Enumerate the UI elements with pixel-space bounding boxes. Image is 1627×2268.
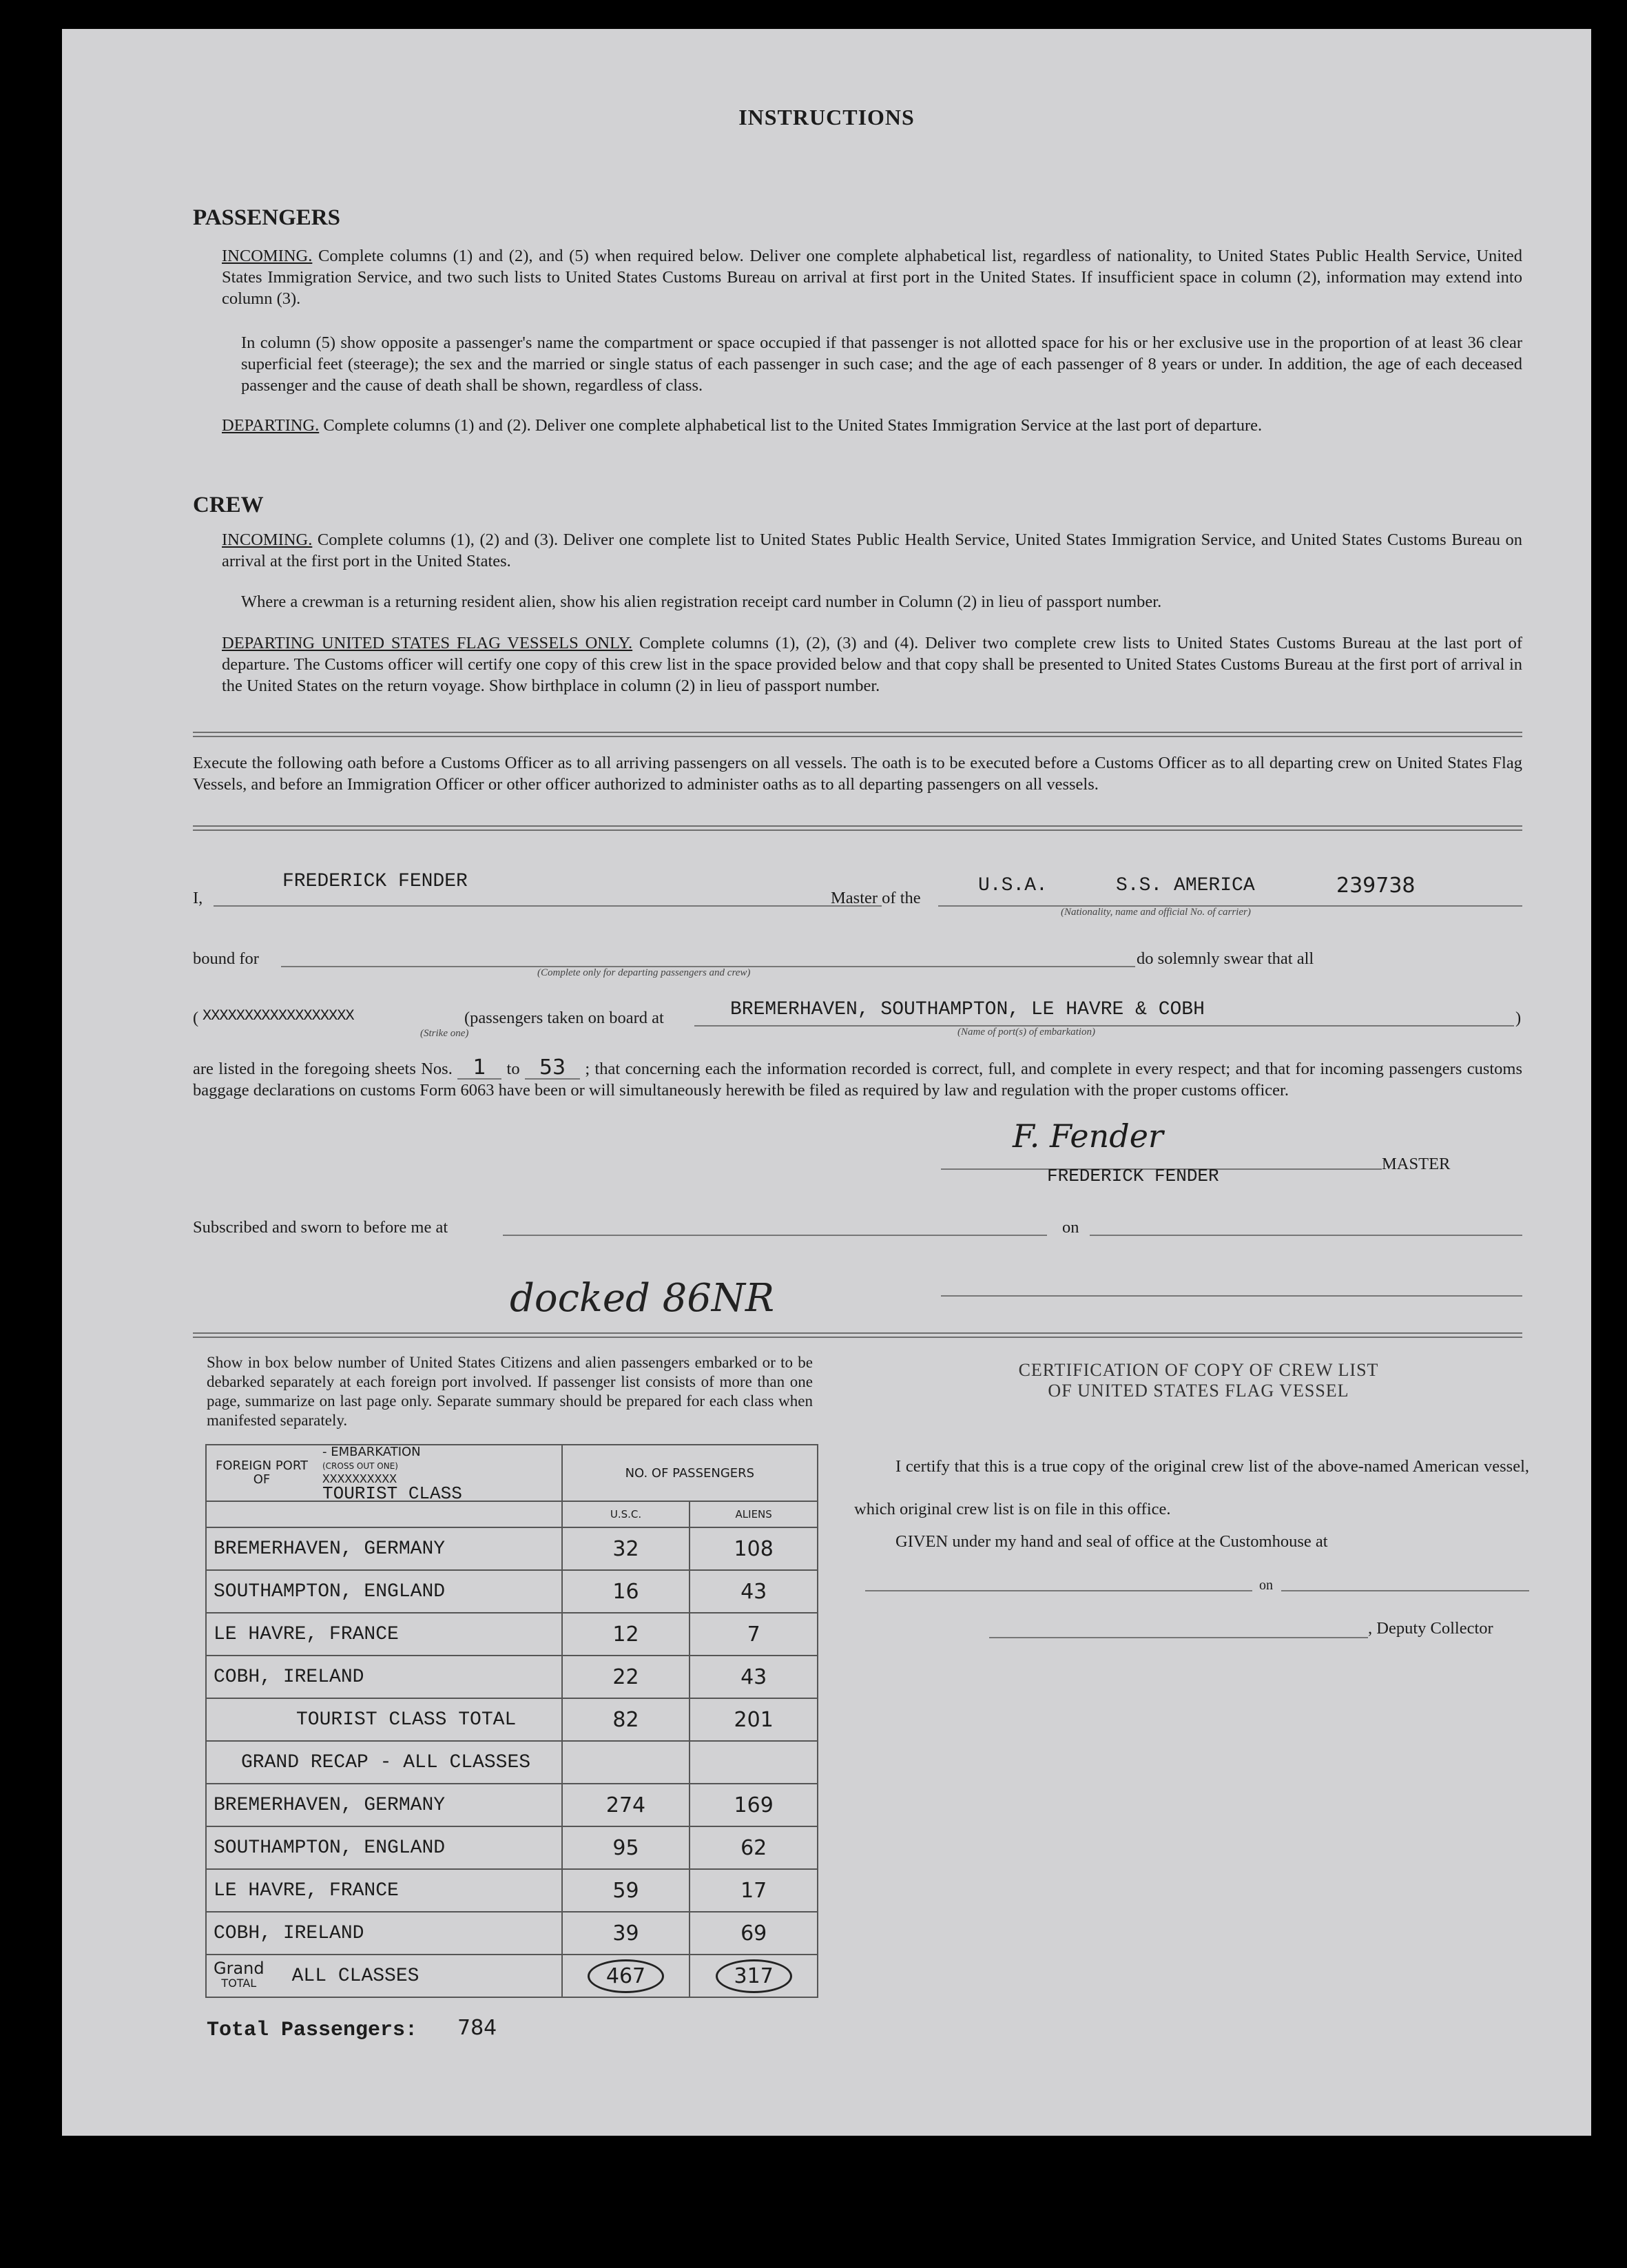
header-debarkation-struck: XXXXXXXXXX [322,1473,397,1487]
header-no-passengers: NO. OF PASSENGERS [562,1445,818,1501]
strike-caption: (Strike one) [420,1028,469,1039]
passengers-departing-label: DEPARTING. [222,416,320,435]
sworn-on-label: on [1062,1218,1079,1237]
vessel-nationality: U.S.A. [978,875,1048,896]
table-row [206,1656,818,1698]
master-name: FREDERICK FENDER [282,871,468,892]
form-page [62,29,1591,2136]
table-row [206,1698,818,1741]
row-aliens: 201 [690,1698,818,1741]
listed-rest: ; that concerning each the information recorded is correct, full, and complete in every respect; and that for incoming passengers customs baggage declarations on customs Form 6063 have been or will simultaneously herewith be filed as required by law and regulation with the proper customs officer. [193,1060,1523,1100]
summary-instructions: Show in box below number of United States Citizens and alien passengers embarked or to be debarked separately at each foreign port involved. If passenger list consists of more than one page, summarize on last page only. Separate summary should be prepared for each class when manifested separately. [207,1354,813,1429]
crew-resident-paragraph: Where a crewman is a returning resident alien, show his alien registration receipt card number in Column (2) in lieu of passport number. [241,592,1162,611]
row-port: LE HAVRE, FRANCE [206,1613,562,1656]
table-row [206,1741,818,1784]
vessel-caption: (Nationality, name and official No. of carrier) [1061,907,1251,918]
master-name-line [214,905,882,907]
grand-total-label-cell [206,1955,562,1997]
certify-text: I certify that this is a true copy of the original crew list of the above-named American vessel, which original crew list is on file in this office. [854,1457,1529,1518]
table-row [206,1613,818,1656]
header-port-cell [206,1445,562,1504]
all-classes-label: ALL CLASSES [291,1965,419,1987]
total-passengers: 784 [457,2016,497,2040]
header-spacer [206,1501,562,1527]
crew-departing-label: DEPARTING UNITED STATES FLAG VESSELS ONLY. [222,634,633,652]
sworn-label: Subscribed and sworn to before me at [193,1218,448,1237]
certification-date-line [1281,1590,1529,1591]
customhouse-line [865,1590,1252,1591]
page-title: INSTRUCTIONS [738,105,915,130]
row-aliens: 62 [690,1826,818,1869]
header-usc: U.S.C. [562,1501,690,1527]
table-row [206,1784,818,1826]
row-port: TOURIST CLASS TOTAL [206,1698,562,1741]
master-signature: F. Fender [1013,1117,1163,1155]
master-label: MASTER [1382,1155,1451,1173]
i-label: I, [193,889,203,907]
row-aliens: 17 [690,1869,818,1912]
row-aliens [690,1741,818,1784]
ports-line [694,1025,1514,1027]
signature-typed: FREDERICK FENDER [1047,1166,1219,1186]
header-class: TOURIST CLASS [322,1483,462,1504]
grand-label: Grand [214,1959,265,1978]
row-aliens: 108 [690,1527,818,1570]
passengers-heading: PASSENGERS [193,205,340,230]
row-port: SOUTHAMPTON, ENGLAND [206,1826,562,1869]
passengers-departing-paragraph [222,415,1522,436]
crew-heading: CREW [193,493,264,517]
ports-caption: (Name of port(s) of embarkation) [957,1027,1095,1038]
row-aliens: 69 [690,1912,818,1955]
grand-usc-cell [562,1955,690,1997]
sheet-from: 1 [457,1057,501,1080]
listed-label: are listed in the foregoing sheets Nos. [193,1060,453,1078]
officer-line [941,1295,1522,1297]
row-usc: 32 [562,1527,690,1570]
sheet-to: 53 [525,1057,580,1080]
row-port: BREMERHAVEN, GERMANY [206,1527,562,1570]
handwritten-note: docked 86NR [510,1276,775,1321]
row-usc: 22 [562,1656,690,1698]
given-text: GIVEN under my hand and seal of office at the Customhouse at [895,1532,1328,1551]
sworn-date-line [1090,1235,1522,1236]
header-foreign-port: FOREIGN PORT OF [215,1458,309,1487]
certification-title [854,1360,1543,1401]
section-divider [193,732,1522,737]
crew-incoming-label: INCOMING. [222,530,313,549]
certification-on-label: on [1259,1578,1273,1593]
sworn-place-line [503,1235,1047,1236]
bound-caption: (Complete only for departing passengers and crew) [537,967,751,978]
row-aliens: 169 [690,1784,818,1826]
row-port: COBH, IRELAND [206,1656,562,1698]
passengers-departing-text: Complete columns (1) and (2). Deliver one complete alphabetical list to the United States Immigration Service at the last port of departure. [323,416,1263,435]
table-row [206,1869,818,1912]
oath-intro: Execute the following oath before a Customs Officer as to all arriving passengers on all vessels. The oath is to be executed before a Customs Officer as to all departing crew on United States Flag Vessels, and before an Immigration Officer or other officer authorized to administer oaths as to all departing passengers on all vessels. [193,754,1522,794]
passenger-summary-table [205,1444,818,1998]
row-usc: 95 [562,1826,690,1869]
header-aliens: ALIENS [690,1501,818,1527]
crew-incoming-paragraph [222,529,1522,572]
close-paren: ) [1515,1009,1522,1027]
table-row [206,1570,818,1613]
row-port: SOUTHAMPTON, ENGLAND [206,1570,562,1613]
vessel-number: 239738 [1336,874,1416,898]
row-usc: 82 [562,1698,690,1741]
header-embarkation: - EMBARKATION [322,1445,421,1459]
deputy-label: , Deputy Collector [1368,1619,1493,1638]
swear-text: do solemnly swear that all [1137,949,1314,968]
table-row [206,1826,818,1869]
vessel-name: S.S. AMERICA [1116,875,1255,896]
table-row [206,1527,818,1570]
bound-for-label: bound for [193,949,259,968]
certification-title-line1: CERTIFICATION OF COPY OF CREW LIST [1018,1360,1379,1380]
row-port: BREMERHAVEN, GERMANY [206,1784,562,1826]
deputy-line [989,1637,1368,1638]
struck-text: XXXXXXXXXXXXXXXXXX [203,1007,354,1024]
total-passengers-label: Total Passengers: [207,2019,418,2042]
crew-incoming-text: Complete columns (1), (2) and (3). Deliver one complete list to United States Public Health Service, United States Immigration Service, and United States Customs Bureau on arrival at the first port in the United States. [222,530,1522,570]
passengers-incoming-text: Complete columns (1) and (2), and (5) when required below. Deliver one complete alphabetical list, regardless of nationality, to United States Public Health Service, United States Immigration Service, and two such lists to United States Customs Bureau on arrival at first port in the United States. If insufficient space in column (2), information may extend into column (3). [222,247,1523,308]
row-usc: 16 [562,1570,690,1613]
row-usc: 274 [562,1784,690,1826]
row-usc: 12 [562,1613,690,1656]
passengers-column5-paragraph: In column (5) show opposite a passenger's name the compartment or space occupied if that passenger is not allotted space for his or her exclusive use in the proportion of at least 36 clear superficial feet (steerage); the sex and the married or single status of each passenger in such case; and the age of each passenger of 8 years or under. In addition, the age of each deceased passenger and the cause of death shall be shown, regardless of class. [241,333,1522,395]
crew-departing-paragraph [222,632,1522,697]
certification-title-line2: OF UNITED STATES FLAG VESSEL [1048,1381,1349,1401]
table-row [206,1912,818,1955]
row-aliens: 43 [690,1656,818,1698]
row-usc: 59 [562,1869,690,1912]
row-port: COBH, IRELAND [206,1912,562,1955]
strike-paren: ( [193,1009,199,1027]
ports: BREMERHAVEN, SOUTHAMPTON, LE HAVRE & COBH [730,999,1205,1020]
passengers-incoming-paragraph [222,245,1522,309]
header-cross-out: (CROSS OUT ONE) [322,1461,398,1471]
grand-aliens-cell [690,1955,818,1997]
lower-divider [193,1332,1522,1338]
crew-departing-text: Complete columns (1), (2), (3) and (4). Deliver two complete crew lists to United States Customs Bureau at the last port of departure. The Customs officer will certify one copy of this crew list in the space provided below and that copy shall be presented to United States Customs Bureau at the first port of arrival in the United States on the return voyage. Show birthplace in column (2) in lieu of passport number. [222,634,1522,695]
grand-total-row [206,1955,818,1997]
to-label: to [506,1060,520,1078]
oath-divider [193,825,1522,831]
total-label: TOTAL [221,1977,257,1990]
passengers-incoming-label: INCOMING. [222,247,313,265]
row-aliens: 43 [690,1570,818,1613]
grand-usc: 467 [588,1959,664,1993]
row-port: GRAND RECAP - ALL CLASSES [206,1741,562,1784]
row-port: LE HAVRE, FRANCE [206,1869,562,1912]
row-usc: 39 [562,1912,690,1955]
row-usc [562,1741,690,1784]
passengers-taken-text: (passengers taken on board at [464,1009,664,1027]
listed-paragraph [193,1057,1522,1101]
row-aliens: 7 [690,1613,818,1656]
master-of-label: Master of the [831,889,921,907]
grand-aliens: 317 [716,1959,792,1993]
